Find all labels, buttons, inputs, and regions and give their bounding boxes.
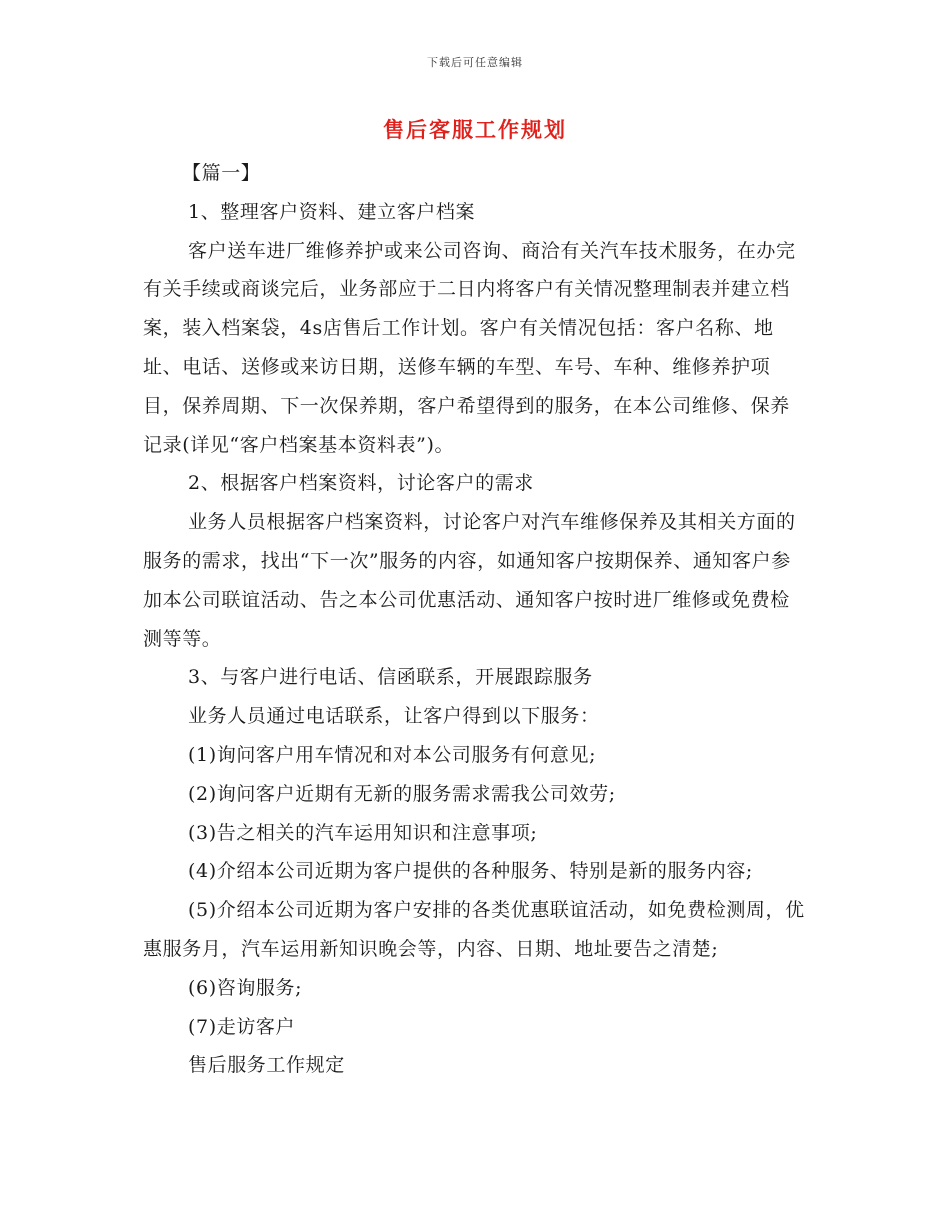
list-item-3: (3)告之相关的汽车运用知识和注意事项; [188, 821, 538, 844]
paragraph-customer-archive: 客户送车进厂维修养护或来公司咨询、商洽有关汽车技术服务，在办完有关手续或商谈完后，业务部应于二日内将客户有关情况整理制表并建立档案，装入档案袋，4s店售后工作计划。客户有关情况包括：客户名称、地址、电话、送修或来访日期，送修车辆的车型、车号、车种、维修养护项目，保养周期、下一次保养期，客户希望得到的服务，在本公司维修、保养记录(详见“客户档案基本资料表”)。 [143, 239, 796, 456]
document-title: 售后客服工作规划 [383, 117, 567, 142]
list-item-1: (1)询问客户用车情况和对本公司服务有何意见; [188, 743, 597, 766]
list-item-5: (5)介绍本公司近期为客户安排的各类优惠联谊活动，如免费检测周，优惠服务月，汽车运用新知识晚会等，内容、日期、地址要告之清楚; [143, 899, 805, 960]
heading-3: 3、与客户进行电话、信函联系，开展跟踪服务 [188, 666, 593, 689]
list-item-6: (6)咨询服务; [188, 976, 303, 999]
heading-2: 2、根据客户档案资料，讨论客户的需求 [188, 472, 534, 495]
sub-title-service-rules: 售后服务工作规定 [188, 1054, 345, 1077]
list-item-4: (4)介绍本公司近期为客户提供的各种服务、特别是新的服务内容; [188, 860, 753, 883]
heading-1: 1、整理客户资料、建立客户档案 [188, 200, 476, 223]
list-item-2: (2)询问客户近期有无新的服务需求需我公司效劳; [188, 782, 616, 805]
section-mark: 【篇一】 [182, 162, 261, 184]
paragraph-customer-needs: 业务人员根据客户档案资料，讨论客户对汽车维修保养及其相关方面的服务的需求，找出“下一次”服务的内容，如通知客户按期保养、通知客户参加本公司联谊活动、告之本公司优惠活动、通知客户按时进厂维修或免费检测等等。 [143, 511, 796, 650]
list-item-7: (7)走访客户 [188, 1015, 296, 1038]
document-body [143, 154, 807, 1085]
page-header-note: 下载后可任意编辑 [427, 56, 523, 69]
paragraph-followup-intro: 业务人员通过电话联系，让客户得到以下服务： [188, 705, 600, 728]
